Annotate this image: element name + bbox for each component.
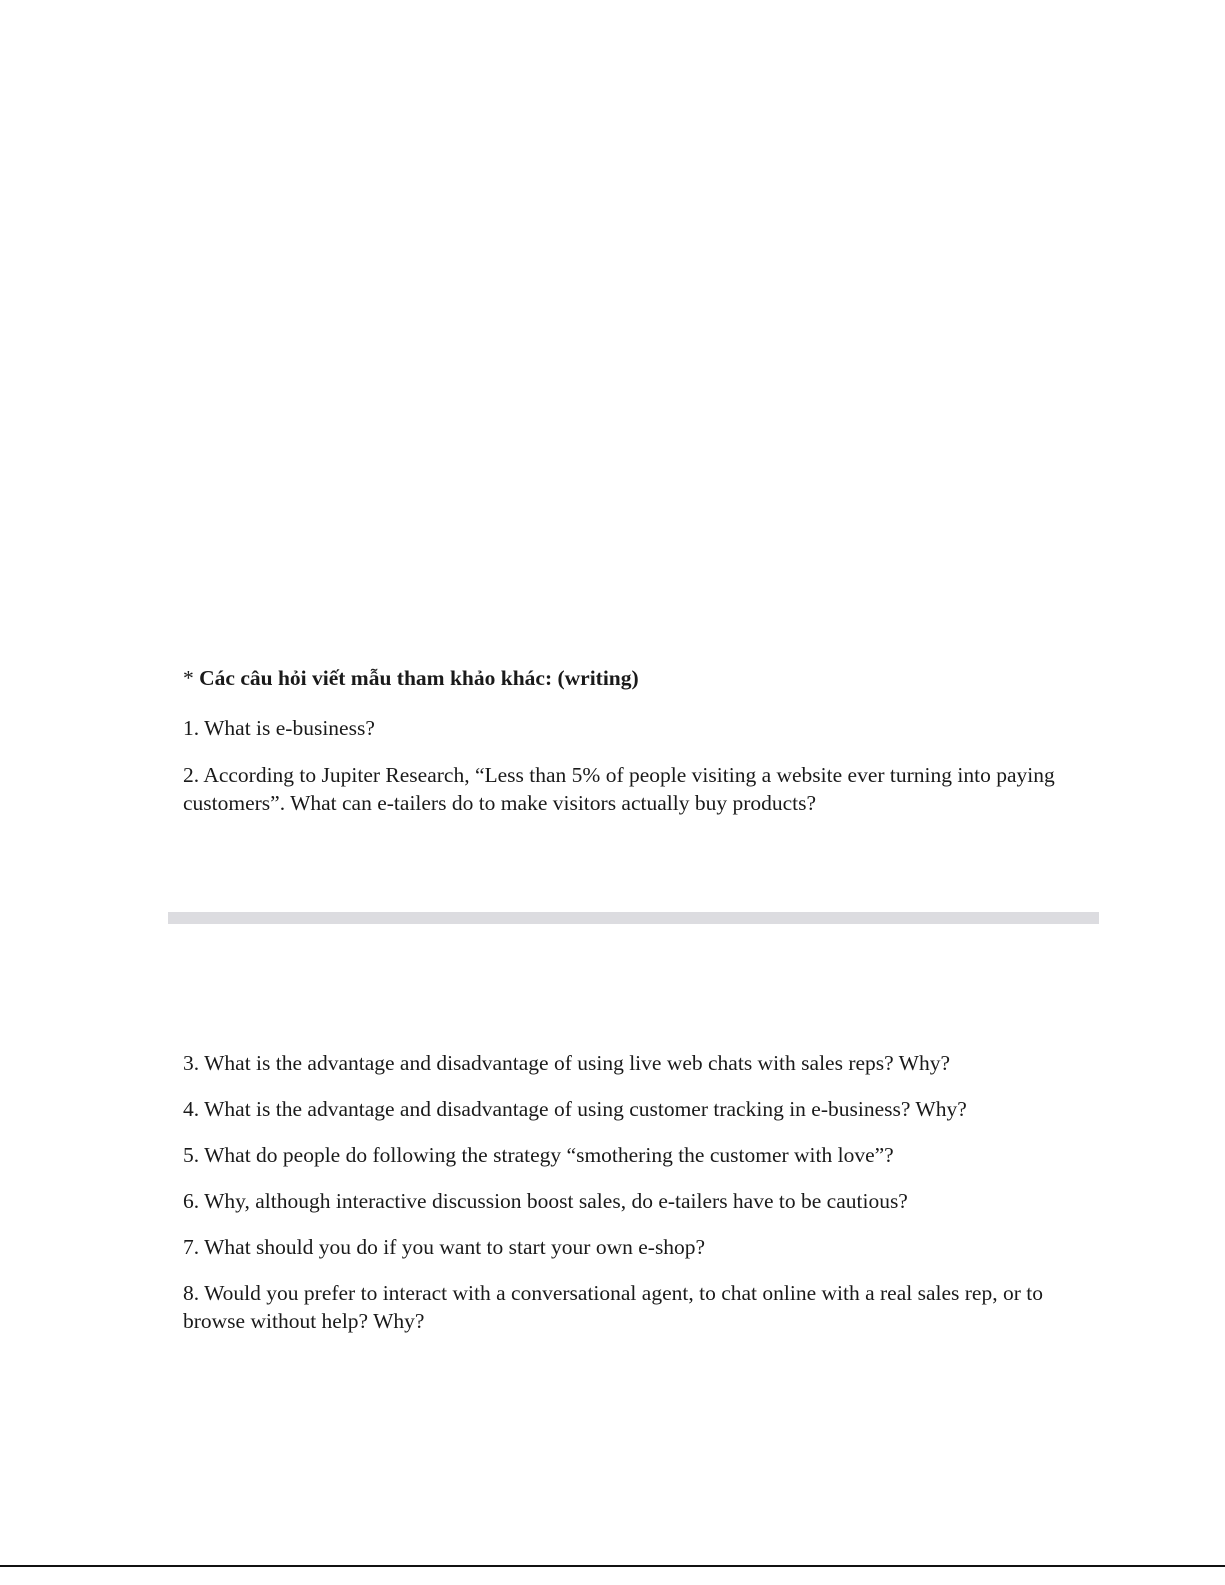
bottom-border bbox=[0, 1565, 1225, 1567]
question-text: 6. Why, although interactive discussion boost sales, do e-tailers have to be cautious? bbox=[183, 1189, 908, 1213]
question-text: 2. According to Jupiter Research, “Less than 5% of people visiting a website ever turning into paying customers”. What can e-tailers do to make visitors actually buy products? bbox=[183, 763, 1055, 815]
question-text: 3. What is the advantage and disadvantage of using live web chats with sales reps? Why? bbox=[183, 1051, 951, 1075]
question-text: 1. What is e-business? bbox=[183, 716, 375, 740]
question-7 bbox=[183, 1233, 1103, 1261]
question-1 bbox=[183, 714, 1103, 742]
heading-title: Các câu hỏi viết mẫu tham khảo khác: (writing) bbox=[199, 666, 639, 690]
question-3 bbox=[183, 1049, 1103, 1077]
heading-bullet: * bbox=[183, 666, 200, 690]
question-text: 4. What is the advantage and disadvantage of using customer tracking in e-business? Why? bbox=[183, 1097, 967, 1121]
question-5 bbox=[183, 1141, 1103, 1169]
section-heading bbox=[183, 664, 1103, 692]
question-6 bbox=[183, 1187, 1103, 1215]
question-2 bbox=[183, 761, 1103, 817]
question-text: 7. What should you do if you want to start your own e-shop? bbox=[183, 1235, 706, 1259]
page-break-divider bbox=[168, 912, 1099, 924]
question-text: 5. What do people do following the strategy “smothering the customer with love”? bbox=[183, 1143, 894, 1167]
question-8 bbox=[183, 1279, 1103, 1335]
question-text: 8. Would you prefer to interact with a conversational agent, to chat online with a real sales rep, or to browse without help? Why? bbox=[183, 1281, 1043, 1333]
question-4 bbox=[183, 1095, 1103, 1123]
